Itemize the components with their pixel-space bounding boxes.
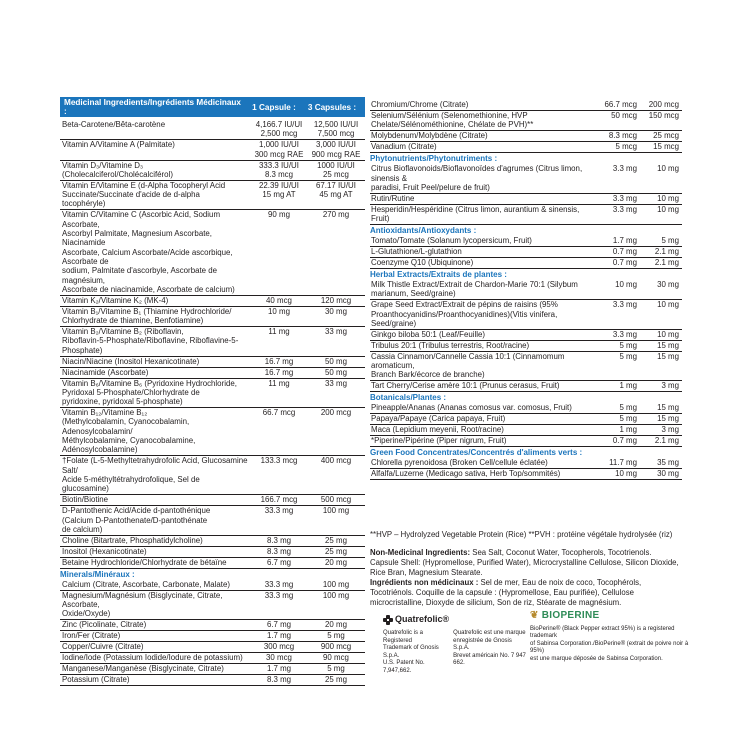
- bioperine-logo: [530, 612, 690, 620]
- per-1-capsule-amount: 333.3 IU/UI 8.3 mcg: [251, 160, 307, 180]
- table-row: [370, 142, 682, 153]
- per-3-capsules-amount: 15 mg: [641, 351, 682, 381]
- per-1-capsule-amount: 11.7 mg: [597, 458, 641, 468]
- table-row: [370, 329, 682, 340]
- table-row: [370, 247, 682, 258]
- table-row: [60, 506, 365, 536]
- quatrefolic-mark-icon: [383, 615, 393, 625]
- per-3-capsules-amount: 3,000 IU/UI 900 mcg RAE: [307, 140, 365, 160]
- ingredient-name: Biotin/Biotine: [60, 495, 251, 506]
- ingredient-name: Beta-Carotene/Bêta-carotène: [60, 120, 251, 140]
- per-3-capsules-amount: 25 mg: [307, 675, 365, 686]
- table-row: [60, 180, 365, 210]
- section-title: Green Food Concentrates/Concentrés d'aliments verts :: [370, 448, 583, 458]
- per-3-capsules-amount: 10 mg: [641, 164, 682, 193]
- section-title: Phytonutrients/Phytonutriments :: [370, 154, 498, 164]
- table-row: [60, 378, 365, 408]
- ingredient-name: Grape Seed Extract/Extrait de pépins de raisins (95% Proanthocyanidins/Proanthocyanidines)(Vitis vinifera, Seed/graine): [370, 300, 597, 330]
- ingredient-name: Niacin/Niacine (Inositol Hexanicotinate): [60, 356, 251, 367]
- ingredient-name: Choline (Bitartrate, Phosphatidylcholine): [60, 535, 251, 546]
- section-title: Minerals/Minéraux :: [60, 569, 135, 579]
- ingredient-name: Vitamin B₁₂/Vitamine B₁₂ (Methylcobalamin, Cyanocobalamin, Adenosylcobalamin/ Méthylcobalamine, Cyanocobalamine, Adénosylcobalamine): [60, 408, 251, 456]
- ingredient-name: Chlorella pyrenoidosa (Broken Cell/cellule éclatée): [370, 458, 597, 468]
- per-3-capsules-amount: 900 mcg: [307, 642, 365, 653]
- per-1-capsule-amount: 11 mg: [251, 378, 307, 408]
- per-1-capsule-amount: 8.3 mg: [251, 546, 307, 557]
- table-row: [370, 351, 682, 381]
- per-1-capsule-amount: 1.7 mg: [597, 236, 641, 246]
- per-3-capsules-amount: 120 mcg: [307, 295, 365, 306]
- ingredient-name: Citrus Bioflavonoids/Bioflavonoïdes d'agrumes (Citrus limon, sinensis & paradisi, Fruit Peel/pelure de fruit): [370, 164, 597, 193]
- per-1-capsule-amount: 5 mg: [597, 403, 641, 413]
- per-1-capsule-amount: 6.7 mg: [251, 557, 307, 568]
- per-3-capsules-amount: 33 mg: [307, 327, 365, 357]
- per-3-capsules-amount: 30 mg: [307, 306, 365, 326]
- table-row: [60, 495, 365, 506]
- header-3-capsules-label: 3 Capsules :: [307, 102, 357, 112]
- green-food-table: [370, 447, 682, 480]
- per-1-capsule-amount: 3.3 mg: [597, 329, 641, 340]
- table-row: [60, 210, 365, 295]
- per-3-capsules-amount: 25 mg: [307, 535, 365, 546]
- table-row: [60, 590, 365, 620]
- ingredient-name: Tribulus 20:1 (Tribulus terrestris, Root/racine): [370, 340, 597, 351]
- ingredient-name: Tomato/Tomate (Solanum lycopersicum, Fruit): [370, 236, 597, 246]
- section-heading: [60, 569, 365, 580]
- ingredient-name: Tart Cherry/Cerise amère 10:1 (Prunus cerasus, Fruit): [370, 381, 597, 392]
- ingredient-name: Vitamin C/Vitamine C (Ascorbic Acid, Sodium Ascorbate, Ascorbyl Palmitate, Magnesium Ascorbate, Niacinamide Ascorbate, Calcium Ascorbate/Acide ascorbique, Ascorbate de sodium, Palmitate d'ascorbyle, Ascorbate de magnésium, Ascorbate de niacinamide, Ascorbate de calcium): [60, 210, 251, 295]
- per-3-capsules-amount: 5 mg: [307, 631, 365, 642]
- right-ingredient-column: [370, 100, 682, 480]
- ingredient-name: Vitamin B₂/Vitamine B₂ (Riboflavin, Riboflavin-5-Phosphate/Riboflavine, Riboflavine-5-Phosphate): [60, 327, 251, 357]
- per-3-capsules-amount: 100 mg: [307, 580, 365, 590]
- per-1-capsule-amount: 5 mg: [597, 340, 641, 351]
- per-1-capsule-amount: 10 mg: [597, 469, 641, 480]
- phytonutrients-table: [370, 153, 682, 225]
- per-1-capsule-amount: 33.3 mg: [251, 580, 307, 590]
- table-row: [60, 140, 365, 160]
- per-1-capsule-amount: 0.7 mg: [597, 436, 641, 447]
- per-3-capsules-amount: 25 mcg: [641, 131, 682, 142]
- per-3-capsules-amount: 25 mg: [307, 546, 365, 557]
- per-1-capsule-amount: 5 mcg: [597, 142, 641, 153]
- table-row: [370, 340, 682, 351]
- per-1-capsule-amount: 4,166.7 IU/UI 2,500 mcg: [251, 120, 307, 140]
- trace-minerals-table: [370, 100, 682, 153]
- ingredient-name: Vitamin B₆/Vitamine B₆ (Pyridoxine Hydrochloride, Pyridoxal 5-Phosphate/Chlorhydrate de pyridoxine, pyridoxal 5-phosphate): [60, 378, 251, 408]
- ingredient-name: Selenium/Sélénium (Selenomethionine, HVP Chelate/Sélénométhionine, Chélate de PVH)**: [370, 110, 597, 130]
- footnotes: [370, 530, 682, 608]
- ingredient-name: Zinc (Picolinate, Citrate): [60, 620, 251, 631]
- per-3-capsules-amount: 67.17 IU/UI 45 mg AT: [307, 180, 365, 210]
- per-3-capsules-amount: 3 mg: [641, 425, 682, 436]
- bioperine-trademark: BioPerine® (Black Pepper extract 95%) is a registered trademark of Sabinsa Corporation./BioPerine® (extrait de poivre noir à 95%) est une marque déposée de Sabinsa Corporation.: [530, 625, 689, 662]
- per-3-capsules-amount: 200 mcg: [307, 408, 365, 456]
- per-1-capsule-amount: 16.7 mg: [251, 367, 307, 378]
- table-row: [60, 546, 365, 557]
- per-3-capsules-amount: 10 mg: [641, 300, 682, 330]
- table-row: [370, 258, 682, 269]
- per-1-capsule-amount: 66.7 mcg: [597, 100, 641, 110]
- per-3-capsules-amount: 10 mg: [641, 193, 682, 204]
- per-3-capsules-amount: 35 mg: [641, 458, 682, 468]
- section-title: Herbal Extracts/Extraits de plantes :: [370, 270, 507, 279]
- per-1-capsule-amount: 6.7 mg: [251, 620, 307, 631]
- quatrefolic-logo: [383, 615, 528, 625]
- ingredient-name: Iodine/Iode (Potassium Iodide/Iodure de potassium): [60, 653, 251, 664]
- per-1-capsule-amount: 3.3 mg: [597, 204, 641, 224]
- per-3-capsules-amount: 50 mg: [307, 356, 365, 367]
- section-heading: [370, 269, 682, 280]
- table-row: [370, 164, 682, 193]
- pepper-leaf-icon: ❦: [530, 610, 539, 621]
- table-row: [60, 120, 365, 140]
- per-3-capsules-amount: 15 mg: [641, 414, 682, 425]
- per-1-capsule-amount: 133.3 mcg: [251, 456, 307, 495]
- ingredient-name: Pineapple/Ananas (Ananas comosus var. comosus, Fruit): [370, 403, 597, 413]
- ingredient-name: Iron/Fer (Citrate): [60, 631, 251, 642]
- ingredient-name: Vitamin B₁/Vitamine B₁ (Thiamine Hydrochloride/ Chlorhydrate de thiamine, Benfotiamine): [60, 306, 251, 326]
- header-1-capsule-label: 1 Capsule :: [252, 102, 296, 112]
- per-3-capsules-amount: 15 mg: [641, 340, 682, 351]
- per-3-capsules-amount: 20 mg: [307, 557, 365, 568]
- ingredient-name: Maca (Lepidium meyenii, Root/racine): [370, 425, 597, 436]
- ingredient-name: Calcium (Citrate, Ascorbate, Carbonate, Malate): [60, 580, 251, 590]
- table-row: [60, 456, 365, 495]
- per-1-capsule-amount: 3.3 mg: [597, 193, 641, 204]
- per-1-capsule-amount: 8.3 mg: [251, 535, 307, 546]
- table-row: [60, 580, 365, 590]
- quatrefolic-trademark-en: Quatrefolic is a Registered Trademark of Gnosis S.p.A. U.S. Patent No. 7,947,662.: [383, 630, 439, 674]
- per-1-capsule-amount: 10 mg: [251, 306, 307, 326]
- per-3-capsules-amount: 30 mg: [641, 469, 682, 480]
- per-1-capsule-amount: 33.3 mg: [251, 590, 307, 620]
- ingredient-name: Copper/Cuivre (Citrate): [60, 642, 251, 653]
- table-row: [60, 557, 365, 568]
- table-row: [370, 131, 682, 142]
- header-ingredient-label: Medicinal Ingredients/Ingrédients Médicinaux :: [64, 98, 241, 116]
- quatrefolic-block: [383, 615, 528, 676]
- per-3-capsules-amount: 500 mcg: [307, 495, 365, 506]
- per-3-capsules-amount: 2.1 mg: [641, 436, 682, 447]
- per-1-capsule-amount: 1.7 mg: [251, 664, 307, 675]
- table-row: [370, 204, 682, 224]
- ingredient-name: Vitamin K₂/Vitamine K₂ (MK-4): [60, 295, 251, 306]
- per-3-capsules-amount: 5 mg: [641, 236, 682, 246]
- table-header: [60, 97, 365, 117]
- per-3-capsules-amount: 30 mg: [641, 280, 682, 300]
- per-1-capsule-amount: 3.3 mg: [597, 164, 641, 193]
- antioxidants-table: [370, 225, 682, 269]
- per-1-capsule-amount: 1.7 mg: [251, 631, 307, 642]
- table-row: [60, 295, 365, 306]
- ingredient-name: Coenzyme Q10 (Ubiquinone): [370, 258, 597, 269]
- per-1-capsule-amount: 1,000 IU/UI 300 mcg RAE: [251, 140, 307, 160]
- per-1-capsule-amount: 22.39 IU/UI 15 mg AT: [251, 180, 307, 210]
- table-row: [370, 469, 682, 480]
- per-3-capsules-amount: 150 mcg: [641, 110, 682, 130]
- per-3-capsules-amount: 2.1 mg: [641, 247, 682, 258]
- table-row: [60, 535, 365, 546]
- per-1-capsule-amount: 50 mcg: [597, 110, 641, 130]
- table-row: [60, 631, 365, 642]
- table-row: [370, 280, 682, 300]
- table-row: [60, 653, 365, 664]
- section-heading: [370, 153, 682, 164]
- table-row: [60, 306, 365, 326]
- per-3-capsules-amount: 5 mg: [307, 664, 365, 675]
- table-row: [60, 408, 365, 456]
- per-3-capsules-amount: 15 mg: [641, 403, 682, 413]
- ingredient-name: Inositol (Hexanicotinate): [60, 546, 251, 557]
- table-row: [60, 160, 365, 180]
- non-medicinal-ingredients: [370, 548, 682, 578]
- per-1-capsule-amount: 5 mg: [597, 414, 641, 425]
- table-row: [60, 620, 365, 631]
- per-1-capsule-amount: 66.7 mcg: [251, 408, 307, 456]
- bioperine-name: BIOPERINE: [541, 610, 600, 621]
- section-title: Botanicals/Plantes :: [370, 393, 447, 403]
- non-medicinal-fr-label: Ingrédients non médicinaux :: [370, 578, 479, 587]
- table-row: [370, 110, 682, 130]
- ingredient-name: Betaine Hydrochloride/Chlorhydrate de bétaïne: [60, 557, 251, 568]
- table-row: [60, 356, 365, 367]
- ingredient-name: Manganese/Manganèse (Bisglycinate, Citrate): [60, 664, 251, 675]
- left-ingredient-column: [60, 97, 365, 686]
- per-3-capsules-amount: 50 mg: [307, 367, 365, 378]
- ingredient-name: Vanadium (Citrate): [370, 142, 597, 153]
- botanicals-table: [370, 392, 682, 447]
- ingredient-name: Vitamin A/Vitamine A (Palmitate): [60, 140, 251, 160]
- table-row: [60, 327, 365, 357]
- per-1-capsule-amount: 5 mg: [597, 351, 641, 381]
- table-row: [60, 675, 365, 686]
- table-row: [370, 403, 682, 413]
- non-medicinal-ingredients-fr: [370, 578, 682, 608]
- table-row: [60, 642, 365, 653]
- per-1-capsule-amount: 166.7 mcg: [251, 495, 307, 506]
- non-medicinal-fr-text: Sel de mer, Eau de noix de coco, Tocophérols, Tocotriénols. Coquille de la capsule : (Hypromellose, Eau purifiée), Cellulose microcristalline, Dioxyde de silicium, Son de riz, Stéarate de magnésium.: [370, 578, 642, 607]
- bioperine-block: [530, 612, 690, 664]
- per-1-capsule-amount: 0.7 mg: [597, 247, 641, 258]
- table-row: [370, 414, 682, 425]
- per-1-capsule-amount: 1 mg: [597, 425, 641, 436]
- table-row: [370, 300, 682, 330]
- ingredient-name: Niacinamide (Ascorbate): [60, 367, 251, 378]
- ingredient-name: †Folate (L-5-Methyltetrahydrofolic Acid, Glucosamine Salt/ Acide 5-méthyltétrahydrofolique, Sel de glucosamine): [60, 456, 251, 495]
- ingredient-name: Ginkgo biloba 50:1 (Leaf/Feuille): [370, 329, 597, 340]
- table-row: [370, 425, 682, 436]
- ingredient-name: Chromium/Chrome (Citrate): [370, 100, 597, 110]
- vitamins-table: [60, 120, 365, 569]
- section-heading: [370, 447, 682, 458]
- non-medicinal-text: Sea Salt, Coconut Water, Tocopherols, Tocotrienols. Capsule Shell: (Hypromellose, Purified Water), Microcrystalline Cellulose, Silicon Dioxide, Rice Bran, Magnesium Stearate.: [370, 548, 679, 577]
- section-heading: [370, 225, 682, 236]
- ingredient-name: Vitamin E/Vitamine E (d-Alpha Tocopheryl Acid Succinate/Succinate d'acide de d-alpha tocophéryle): [60, 180, 251, 210]
- table-row: [370, 193, 682, 204]
- per-3-capsules-amount: 10 mg: [641, 204, 682, 224]
- per-3-capsules-amount: 1000 IU/UI 25 mcg: [307, 160, 365, 180]
- per-1-capsule-amount: 0.7 mg: [597, 258, 641, 269]
- herbal-extracts-table: [370, 269, 682, 392]
- per-1-capsule-amount: 16.7 mg: [251, 356, 307, 367]
- ingredient-name: Cassia Cinnamon/Cannelle Cassia 10:1 (Cinnamomum aromaticum, Branch Bark/écorce de branche): [370, 351, 597, 381]
- per-3-capsules-amount: 200 mcg: [641, 100, 682, 110]
- ingredient-name: L-Glutathione/L-glutathion: [370, 247, 597, 258]
- table-row: [370, 100, 682, 110]
- per-3-capsules-amount: 90 mcg: [307, 653, 365, 664]
- per-1-capsule-amount: 1 mg: [597, 381, 641, 392]
- ingredient-name: Milk Thistle Extract/Extrait de Chardon-Marie 70:1 (Silybum marianum, Seed/graine): [370, 280, 597, 300]
- per-3-capsules-amount: 270 mg: [307, 210, 365, 295]
- quatrefolic-trademark-fr: Quatrefolic est une marque enregistrée de Gnosis S.p.A. Brevet américain No. 7 947 662.: [453, 630, 526, 667]
- per-3-capsules-amount: 400 mcg: [307, 456, 365, 495]
- per-1-capsule-amount: 300 mcg: [251, 642, 307, 653]
- per-3-capsules-amount: 20 mg: [307, 620, 365, 631]
- table-row: [60, 367, 365, 378]
- per-1-capsule-amount: 8.3 mg: [251, 675, 307, 686]
- per-3-capsules-amount: 15 mcg: [641, 142, 682, 153]
- ingredient-name: Vitamin D₃/Vitamine D₃ (Cholecalciferol/Cholécalciférol): [60, 160, 251, 180]
- hvp-footnote: **HVP – Hydrolyzed Vegetable Protein (Rice) **PVH : protéine végétale hydrolysée (riz): [370, 530, 673, 539]
- per-1-capsule-amount: 90 mg: [251, 210, 307, 295]
- per-1-capsule-amount: 10 mg: [597, 280, 641, 300]
- per-3-capsules-amount: 33 mg: [307, 378, 365, 408]
- ingredient-name: D-Pantothenic Acid/Acide d-pantothénique (Calcium D-Pantothenate/D-pantothénate de calcium): [60, 506, 251, 536]
- ingredient-name: Magnesium/Magnésium (Bisglycinate, Citrate, Ascorbate, Oxide/Oxyde): [60, 590, 251, 620]
- minerals-table: [60, 569, 365, 686]
- table-row: [370, 436, 682, 447]
- table-row: [370, 381, 682, 392]
- per-3-capsules-amount: 12,500 IU/UI 7,500 mcg: [307, 120, 365, 140]
- per-3-capsules-amount: 2.1 mg: [641, 258, 682, 269]
- ingredient-name: Papaya/Papaye (Carica papaya, Fruit): [370, 414, 597, 425]
- table-row: [370, 236, 682, 246]
- table-row: [370, 458, 682, 468]
- per-3-capsules-amount: 100 mg: [307, 590, 365, 620]
- per-3-capsules-amount: 3 mg: [641, 381, 682, 392]
- per-1-capsule-amount: 11 mg: [251, 327, 307, 357]
- per-1-capsule-amount: 3.3 mg: [597, 300, 641, 330]
- ingredient-name: Hesperidin/Hespéridine (Citrus limon, aurantium & sinensis, Fruit): [370, 204, 597, 224]
- ingredient-name: Potassium (Citrate): [60, 675, 251, 686]
- ingredient-name: Molybdenum/Molybdène (Citrate): [370, 131, 597, 142]
- per-1-capsule-amount: 8.3 mcg: [597, 131, 641, 142]
- per-1-capsule-amount: 30 mcg: [251, 653, 307, 664]
- non-medicinal-label: Non-Medicinal Ingredients:: [370, 548, 471, 557]
- ingredient-name: Alfalfa/Luzerne (Medicago sativa, Herb Top/sommités): [370, 469, 597, 480]
- quatrefolic-name: Quatrefolic®: [395, 614, 450, 625]
- section-title: Antioxidants/Antioxydants :: [370, 226, 477, 236]
- ingredient-name: Rutin/Rutine: [370, 193, 597, 204]
- per-1-capsule-amount: 40 mcg: [251, 295, 307, 306]
- table-row: [60, 664, 365, 675]
- per-3-capsules-amount: 100 mg: [307, 506, 365, 536]
- section-heading: [370, 392, 682, 403]
- per-1-capsule-amount: 33.3 mg: [251, 506, 307, 536]
- ingredient-name: *Piperine/Pipérine (Piper nigrum, Fruit): [370, 436, 597, 447]
- per-3-capsules-amount: 10 mg: [641, 329, 682, 340]
